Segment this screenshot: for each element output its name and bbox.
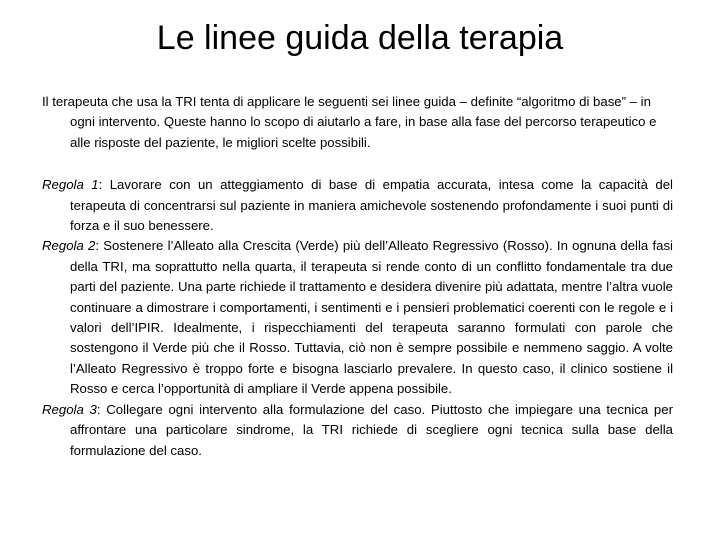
intro-paragraph: Il terapeuta che usa la TRI tenta di applicare le seguenti sei linee guida – definite “algoritmo di base” – in ogni intervento. Queste hanno lo scopo di aiutarlo a fare, in base alla fase del percorso terapeutico e alle risposte del paziente, le migliori scelte possibili. xyxy=(42,94,657,150)
slide-title: Le linee guida della terapia xyxy=(156,19,564,57)
rule-2-text: : Sostenere l’Alleato alla Crescita (Verde) più dell’Alleato Regressivo (Rosso). In ognuna della fasi della TRI, ma soprattutto nella quarta, il terapeuta si rende conto di un conflitto fondamentale tra due parti del paziente. Una parte richiede il trattamento e desidera divenire più adattata, mentre l’altra vuole continuare a dimostrare i comportamenti, i sentimenti e i pensieri problematici coerenti con le regole e i valori dell’IPIR. Idealmente, i rispecchiamenti del terapeuta saranno formulati con parole che sostengono il Verde più che il Rosso. Tuttavia, ciò non è sempre possibile e nemmeno saggio. A volte l’Alleato Regressivo è troppo forte e bisogna lasciarlo prevalere. In questo caso, il clinico sostiene il Rosso e cerca l’opportunità di ampliare il Verde appena possibile. xyxy=(70,238,673,397)
rule-2-label: Regola 2 xyxy=(42,238,96,254)
rule-2-paragraph xyxy=(42,236,673,399)
rule-1-label: Regola 1 xyxy=(42,177,99,193)
slide-body xyxy=(42,92,673,461)
rule-1-text: : Lavorare con un atteggiamento di base di empatia accurata, intesa come la capacità del terapeuta di concentrarsi sul paziente in maniera amichevole sostenendo profondamente i suoi punti di forza e il suo benessere. xyxy=(70,177,673,234)
rule-3-paragraph xyxy=(42,400,673,461)
rule-3-text: : Collegare ogni intervento alla formulazione del caso. Piuttosto che impiegare una tecnica per affrontare una particolare sindrome, la TRI richiede di scegliere ogni tecnica sulla base della formulazione del caso. xyxy=(70,401,673,458)
rule-3-label: Regola 3 xyxy=(42,401,97,417)
rule-1-paragraph xyxy=(42,175,673,236)
